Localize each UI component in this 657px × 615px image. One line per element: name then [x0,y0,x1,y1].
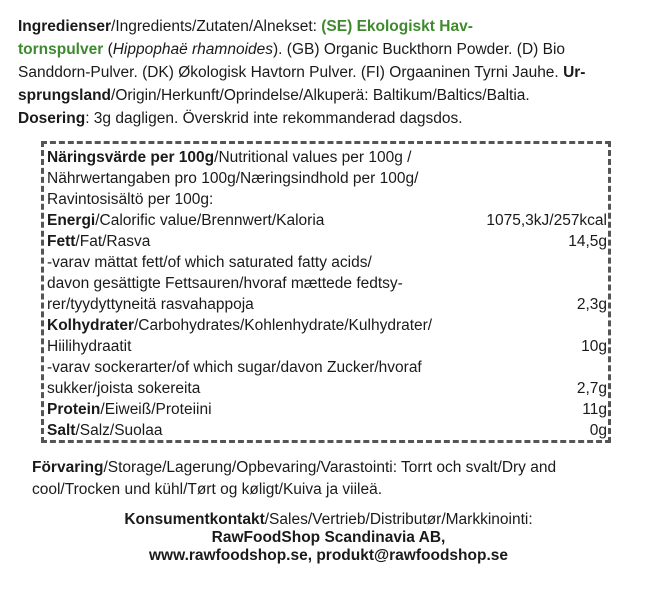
carb-line-2: Hiilihydraatit [47,338,132,355]
nutrition-header-1 [47,147,607,169]
sugar-line-2: sukker/joista sokereita [47,380,201,397]
carb-label-rest: /Carbohydrates/Kohlenhydrate/Kulhydrater/ [134,317,433,334]
nutrition-header-line-3: Ravintosisältö per 100g: [47,191,214,208]
nutrition-header-2 [47,168,607,190]
energy-value: 1075,3kJ/257kcal [486,212,607,229]
carb-label: Kolhydrater [47,317,134,334]
nutrition-header-3 [47,189,607,211]
nutrition-header-label: Näringsvärde per 100g [47,149,215,166]
ingredients-line-3-text: Sanddorn-Pulver. (DK) Økologisk Havtorn Pulver. (FI) Orgaaninen Tyrni Jauhe. [18,64,559,81]
ingredients-line-2: tornspulver (Hippophaë rhamnoides). (GB) Organic Buckthorn Powder. (D) Bio [18,41,566,58]
ingredients-se-name: (SE) Ekologiskt Hav- [321,18,473,35]
storage-label: Förvaring [32,459,104,476]
saturated-row-1 [47,252,607,274]
storage-text-1: /Storage/Lagerung/Opbevaring/Varastointi: Torrt och svalt/Dry and [103,459,557,476]
ingredients-se-name-cont: tornspulver [18,41,104,58]
fat-row [47,231,607,253]
energy-label-rest: /Calorific value/Brennwert/Kaloria [95,212,325,229]
salt-row [47,420,607,442]
saturated-row-2 [47,273,607,295]
saturated-value: 2,3g [576,296,607,313]
salt-value: 0g [589,422,607,439]
carb-value: 10g [581,338,607,355]
salt-label-rest: /Salz/Suolaa [75,422,163,439]
contact-company: RawFoodShop Scandinavia AB, [211,529,446,546]
storage-text-2: cool/Trocken und kühl/Tørt og køligt/Kuiva ja viileä. [32,481,383,498]
energy-row [47,210,607,232]
contact-web-email: www.rawfoodshop.se, produkt@rawfoodshop.se [148,547,508,564]
dosage-text: : 3g dagligen. Överskrid inte rekommanderad dagsdos. [85,110,463,127]
saturated-row-3 [47,294,607,316]
storage-line-1 [32,457,556,479]
saturated-line-3: rer/tyydyttyneitä rasvahappoja [47,296,254,313]
carb-row [47,315,607,337]
latin-name: Hippophaë rhamnoides [112,41,274,58]
sugar-row-2 [47,378,607,400]
saturated-line-2: davon gesättigte Fettsauren/hvoraf mættede fedtsy- [47,275,403,292]
fat-label: Fett [47,233,76,250]
protein-label-rest: /Eiweiß/Proteiini [100,401,212,418]
protein-row [47,399,607,421]
origin-label-a: Ur- [563,64,586,81]
ingredients-label-rest: /Ingredients/Zutaten/Alnekset: [111,18,322,35]
nutrition-header-rest: /Nutritional values per 100g / [214,149,412,166]
origin-line [18,85,530,107]
ingredients-line-1 [18,16,473,38]
dosage-line [18,108,463,130]
fat-value: 14,5g [568,233,607,250]
fat-label-rest: /Fat/Rasva [75,233,151,250]
carb-row-2 [47,336,607,358]
protein-value: 11g [582,401,607,418]
ingredients-line-2-rest: ). (GB) Organic Buckthorn Powder. (D) Bio [273,41,566,58]
salt-label: Salt [47,422,76,439]
origin-text: /Origin/Herkunft/Oprindelse/Alkuperä: Baltikum/Baltics/Baltia. [111,87,530,104]
sugar-line-1: -varav sockerarter/of which sugar/davon Zucker/hvoraf [47,359,422,376]
ingredients-line-3 [18,62,585,84]
saturated-line-1: -varav mättat fett/of which saturated fatty acids/ [47,254,372,271]
protein-label: Protein [47,401,101,418]
sugar-value: 2,7g [576,380,607,397]
dosage-label: Dosering [18,110,86,127]
contact-label-rest: /Sales/Vertrieb/Distributør/Markkinointi: [264,511,533,528]
sugar-row-1 [47,357,607,379]
origin-label-b: sprungsland [18,87,112,104]
energy-label: Energi [47,212,96,229]
ingredients-label: Ingredienser [18,18,112,35]
contact-label: Konsumentkontakt [124,511,265,528]
storage-line-2 [32,479,382,501]
nutrition-header-line-2: Nährwertangaben pro 100g/Næringsindhold per 100g/ [47,170,419,187]
